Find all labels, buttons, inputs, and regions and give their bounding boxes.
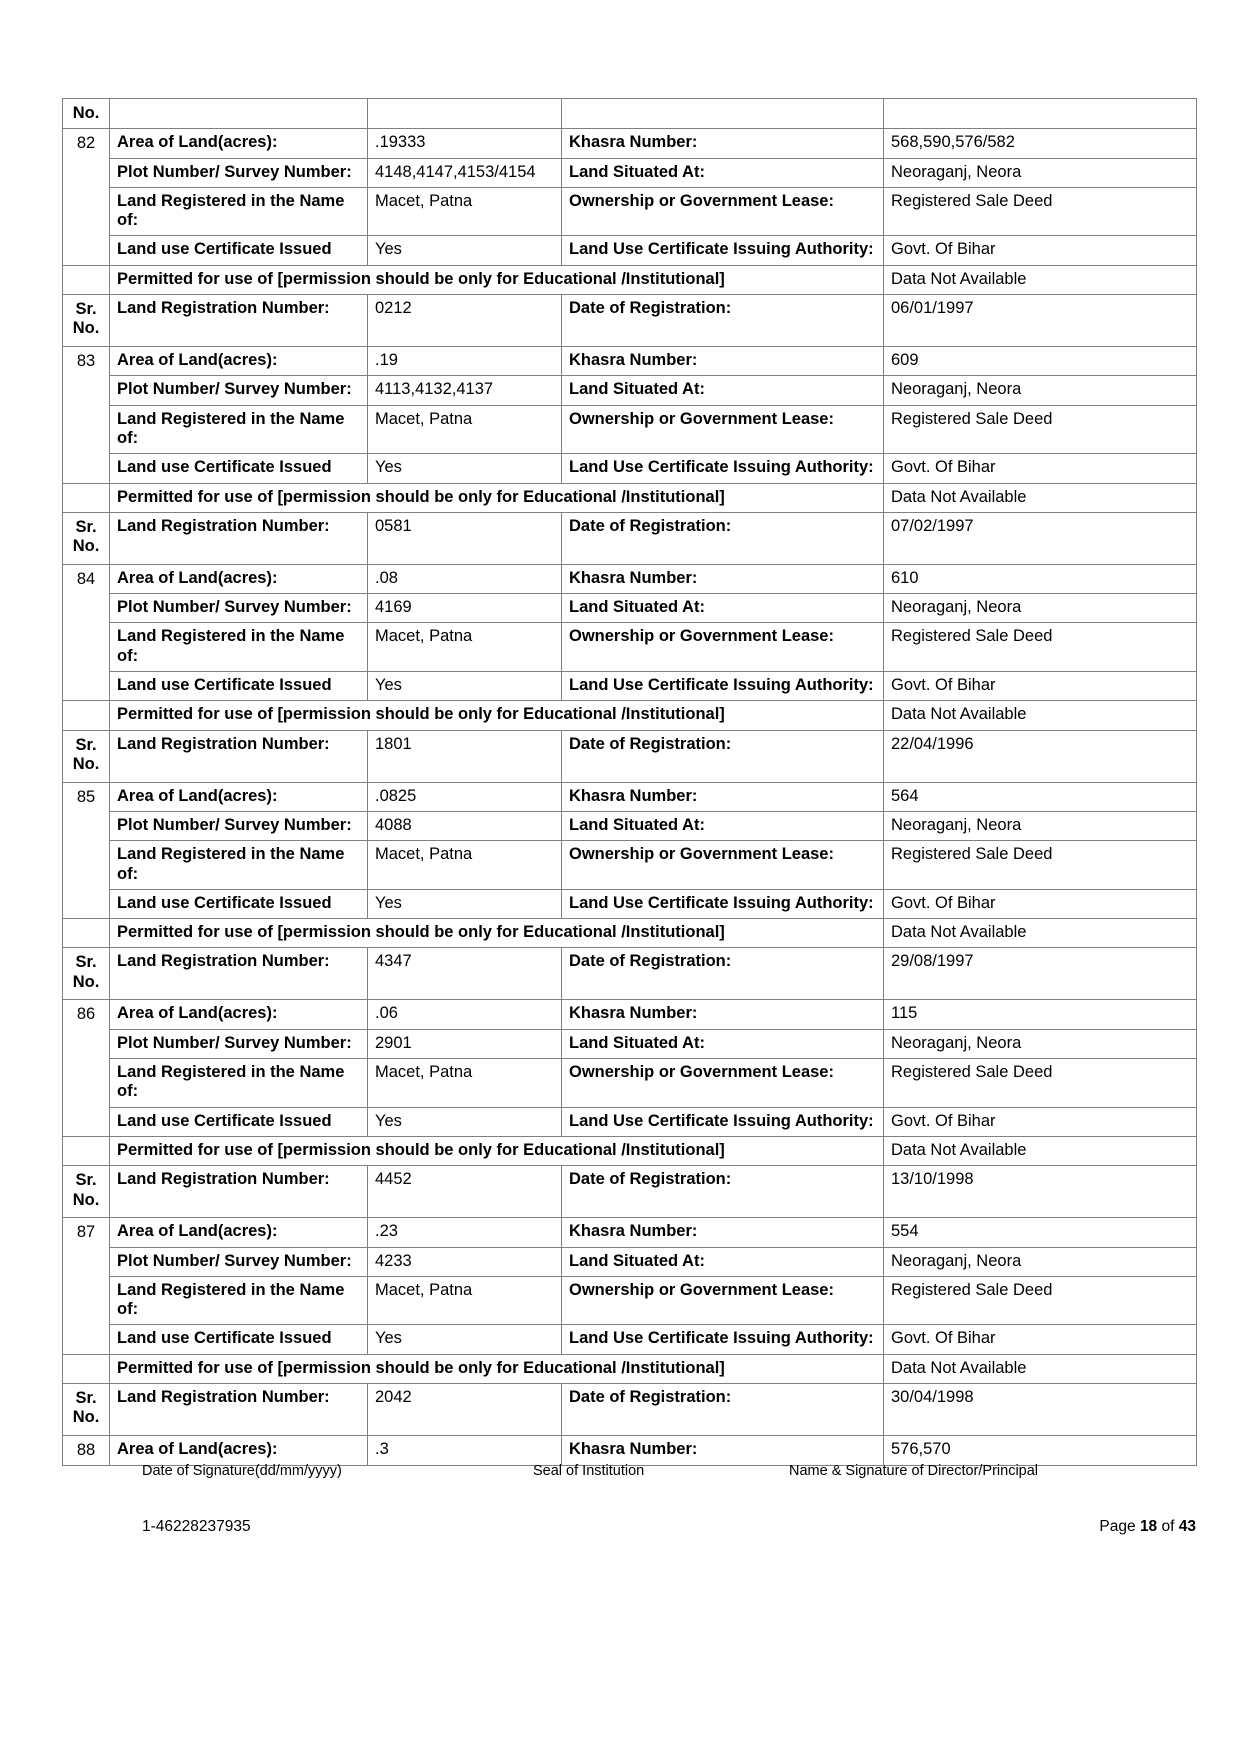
value-land-situated-at: Neoraganj, Neora	[884, 158, 1197, 187]
sr-line-2: No.	[72, 537, 100, 556]
value-permitted-for-use: Data Not Available	[884, 1136, 1197, 1165]
sr-line-1: Sr.	[75, 517, 97, 536]
label-date-of-registration: Date of Registration:	[562, 1166, 884, 1218]
cell-spacer	[63, 919, 110, 948]
label-area-of-land: Area of Land(acres):	[110, 1218, 368, 1247]
sr-line-2: No.	[72, 319, 100, 338]
label-khasra-number: Khasra Number:	[562, 347, 884, 376]
cell-spacer	[63, 1136, 110, 1165]
value-land-use-authority: Govt. Of Bihar	[884, 236, 1197, 265]
table-row	[63, 129, 1197, 158]
table-body	[63, 99, 1197, 1466]
table-row	[63, 1383, 1197, 1435]
value-khasra-number: 609	[884, 347, 1197, 376]
value-area-of-land: .19	[368, 347, 562, 376]
sr-line-2: No.	[72, 754, 100, 773]
table-row	[63, 265, 1197, 294]
table-row	[63, 1435, 1197, 1465]
value-land-registered-name: Macet, Patna	[368, 841, 562, 890]
label-khasra-number: Khasra Number:	[562, 564, 884, 593]
value-permitted-for-use: Data Not Available	[884, 919, 1197, 948]
page-number: 18	[1139, 1518, 1158, 1535]
label-land-situated-at: Land Situated At:	[562, 811, 884, 840]
label-land-use-authority: Land Use Certificate Issuing Authority:	[562, 236, 884, 265]
cell-empty-3	[562, 99, 884, 129]
label-land-registration-number: Land Registration Number:	[110, 730, 368, 782]
cell-sr-no-label: No.	[63, 99, 110, 129]
label-land-situated-at: Land Situated At:	[562, 1029, 884, 1058]
value-land-situated-at: Neoraganj, Neora	[884, 811, 1197, 840]
cell-sr-no-label	[63, 512, 110, 564]
land-details-table	[62, 98, 1197, 1466]
label-plot-number: Plot Number/ Survey Number:	[110, 811, 368, 840]
sr-line-2: No.	[72, 972, 100, 991]
sr-line-1: Sr.	[75, 300, 97, 319]
label-khasra-number: Khasra Number:	[562, 1435, 884, 1465]
label-land-use-certificate: Land use Certificate Issued	[110, 236, 368, 265]
table-row	[63, 948, 1197, 1000]
value-area-of-land: .0825	[368, 782, 562, 811]
label-date-of-registration: Date of Registration:	[562, 295, 884, 347]
sr-line-1: Sr.	[75, 1171, 97, 1190]
label-land-registered-name: Land Registered in the Name of:	[110, 841, 368, 890]
table-row	[63, 1107, 1197, 1136]
page-of: of	[1161, 1518, 1175, 1535]
label-date-of-registration: Date of Registration:	[562, 512, 884, 564]
label-land-registration-number: Land Registration Number:	[110, 948, 368, 1000]
cell-sr-no-label	[63, 1166, 110, 1218]
value-ownership-lease: Registered Sale Deed	[884, 1059, 1197, 1108]
value-permitted-for-use: Data Not Available	[884, 701, 1197, 730]
table-row	[63, 483, 1197, 512]
value-permitted-for-use: Data Not Available	[884, 265, 1197, 294]
label-land-use-certificate: Land use Certificate Issued	[110, 1107, 368, 1136]
label-land-use-certificate: Land use Certificate Issued	[110, 454, 368, 483]
table-row	[63, 454, 1197, 483]
value-ownership-lease: Registered Sale Deed	[884, 405, 1197, 454]
label-area-of-land: Area of Land(acres):	[110, 347, 368, 376]
value-land-situated-at: Neoraganj, Neora	[884, 376, 1197, 405]
label-land-registered-name: Land Registered in the Name of:	[110, 1276, 368, 1325]
table-row	[63, 889, 1197, 918]
label-area-of-land: Area of Land(acres):	[110, 782, 368, 811]
label-khasra-number: Khasra Number:	[562, 1000, 884, 1029]
table-row	[63, 1000, 1197, 1029]
value-land-use-authority: Govt. Of Bihar	[884, 889, 1197, 918]
value-plot-number: 4233	[368, 1247, 562, 1276]
label-land-registered-name: Land Registered in the Name of:	[110, 187, 368, 236]
value-land-use-certificate: Yes	[368, 236, 562, 265]
table-row	[63, 1218, 1197, 1247]
value-land-situated-at: Neoraganj, Neora	[884, 1029, 1197, 1058]
label-land-registration-number: Land Registration Number:	[110, 1166, 368, 1218]
value-land-situated-at: Neoraganj, Neora	[884, 594, 1197, 623]
cell-spacer	[63, 1354, 110, 1383]
sr-line-1: Sr.	[75, 1388, 97, 1407]
value-land-situated-at: Neoraganj, Neora	[884, 1247, 1197, 1276]
label-area-of-land: Area of Land(acres):	[110, 1000, 368, 1029]
value-ownership-lease: Registered Sale Deed	[884, 841, 1197, 890]
value-land-use-certificate: Yes	[368, 889, 562, 918]
label-ownership-lease: Ownership or Government Lease:	[562, 841, 884, 890]
value-land-registration-number: 4452	[368, 1166, 562, 1218]
table-row	[63, 701, 1197, 730]
table-row	[63, 1247, 1197, 1276]
table-row	[63, 1354, 1197, 1383]
value-land-use-authority: Govt. Of Bihar	[884, 1107, 1197, 1136]
value-land-use-certificate: Yes	[368, 1325, 562, 1354]
table-row	[63, 295, 1197, 347]
value-land-registration-number: 2042	[368, 1383, 562, 1435]
label-land-registered-name: Land Registered in the Name of:	[110, 1059, 368, 1108]
cell-entry-number: 86	[63, 1000, 110, 1136]
sr-line-1: Sr.	[75, 953, 97, 972]
value-permitted-for-use: Data Not Available	[884, 1354, 1197, 1383]
label-ownership-lease: Ownership or Government Lease:	[562, 1276, 884, 1325]
value-land-registration-number: 1801	[368, 730, 562, 782]
value-land-use-authority: Govt. Of Bihar	[884, 454, 1197, 483]
label-land-situated-at: Land Situated At:	[562, 594, 884, 623]
table-row	[63, 405, 1197, 454]
label-land-use-certificate: Land use Certificate Issued	[110, 672, 368, 701]
label-land-use-authority: Land Use Certificate Issuing Authority:	[562, 454, 884, 483]
label-plot-number: Plot Number/ Survey Number:	[110, 594, 368, 623]
table-row	[63, 1325, 1197, 1354]
footer-page-indicator	[1099, 1518, 1196, 1536]
sr-line-2: No.	[72, 1190, 100, 1209]
value-plot-number: 2901	[368, 1029, 562, 1058]
value-date-of-registration: 30/04/1998	[884, 1383, 1197, 1435]
table-row	[63, 594, 1197, 623]
table-row	[63, 187, 1197, 236]
value-permitted-for-use: Data Not Available	[884, 483, 1197, 512]
table-row	[63, 1136, 1197, 1165]
label-plot-number: Plot Number/ Survey Number:	[110, 1247, 368, 1276]
label-khasra-number: Khasra Number:	[562, 1218, 884, 1247]
cell-empty-4	[884, 99, 1197, 129]
footer-name-signature-director: Name & Signature of Director/Principal	[789, 1463, 1039, 1479]
label-area-of-land: Area of Land(acres):	[110, 129, 368, 158]
value-khasra-number: 554	[884, 1218, 1197, 1247]
value-land-registration-number: 0212	[368, 295, 562, 347]
value-land-registered-name: Macet, Patna	[368, 187, 562, 236]
label-ownership-lease: Ownership or Government Lease:	[562, 1059, 884, 1108]
value-land-registered-name: Macet, Patna	[368, 1059, 562, 1108]
cell-entry-number: 88	[63, 1435, 110, 1465]
value-land-registered-name: Macet, Patna	[368, 405, 562, 454]
value-plot-number: 4148,4147,4153/4154	[368, 158, 562, 187]
table-row	[63, 730, 1197, 782]
cell-entry-number: 84	[63, 564, 110, 700]
label-land-use-authority: Land Use Certificate Issuing Authority:	[562, 889, 884, 918]
label-permitted-for-use: Permitted for use of [permission should be only for Educational /Institutional]	[110, 1354, 884, 1383]
page-prefix: Page	[1099, 1518, 1136, 1535]
table-row	[63, 811, 1197, 840]
value-land-use-certificate: Yes	[368, 672, 562, 701]
table-row	[63, 1059, 1197, 1108]
value-khasra-number: 610	[884, 564, 1197, 593]
cell-spacer	[63, 483, 110, 512]
cell-entry-number: 82	[63, 129, 110, 265]
value-khasra-number: 576,570	[884, 1435, 1197, 1465]
value-date-of-registration: 22/04/1996	[884, 730, 1197, 782]
table-row	[63, 841, 1197, 890]
label-land-situated-at: Land Situated At:	[562, 158, 884, 187]
label-land-use-authority: Land Use Certificate Issuing Authority:	[562, 1325, 884, 1354]
value-khasra-number: 564	[884, 782, 1197, 811]
value-area-of-land: .19333	[368, 129, 562, 158]
table-row	[63, 672, 1197, 701]
label-plot-number: Plot Number/ Survey Number:	[110, 376, 368, 405]
table-row	[63, 564, 1197, 593]
table-row	[63, 1166, 1197, 1218]
sr-line-2: No.	[72, 1408, 100, 1427]
value-land-registered-name: Macet, Patna	[368, 1276, 562, 1325]
cell-sr-no-label	[63, 295, 110, 347]
footer-document-id: 1-46228237935	[142, 1518, 251, 1535]
table-row	[63, 347, 1197, 376]
label-land-registered-name: Land Registered in the Name of:	[110, 623, 368, 672]
label-permitted-for-use: Permitted for use of [permission should be only for Educational /Institutional]	[110, 919, 884, 948]
label-khasra-number: Khasra Number:	[562, 782, 884, 811]
value-land-use-authority: Govt. Of Bihar	[884, 1325, 1197, 1354]
table-row	[63, 376, 1197, 405]
value-plot-number: 4113,4132,4137	[368, 376, 562, 405]
label-permitted-for-use: Permitted for use of [permission should be only for Educational /Institutional]	[110, 265, 884, 294]
footer-seal-of-institution: Seal of Institution	[533, 1463, 645, 1479]
label-plot-number: Plot Number/ Survey Number:	[110, 158, 368, 187]
page-total: 43	[1178, 1518, 1196, 1535]
label-date-of-registration: Date of Registration:	[562, 948, 884, 1000]
cell-empty-1	[110, 99, 368, 129]
table-row-header-continuation	[63, 99, 1197, 129]
value-ownership-lease: Registered Sale Deed	[884, 187, 1197, 236]
label-land-use-authority: Land Use Certificate Issuing Authority:	[562, 672, 884, 701]
label-date-of-registration: Date of Registration:	[562, 730, 884, 782]
value-land-registration-number: 4347	[368, 948, 562, 1000]
label-ownership-lease: Ownership or Government Lease:	[562, 187, 884, 236]
value-area-of-land: .3	[368, 1435, 562, 1465]
label-land-use-authority: Land Use Certificate Issuing Authority:	[562, 1107, 884, 1136]
label-ownership-lease: Ownership or Government Lease:	[562, 623, 884, 672]
label-land-registration-number: Land Registration Number:	[110, 512, 368, 564]
cell-entry-number: 83	[63, 347, 110, 483]
label-land-use-certificate: Land use Certificate Issued	[110, 1325, 368, 1354]
cell-spacer	[63, 265, 110, 294]
label-land-registered-name: Land Registered in the Name of:	[110, 405, 368, 454]
cell-sr-no-label	[63, 948, 110, 1000]
label-permitted-for-use: Permitted for use of [permission should be only for Educational /Institutional]	[110, 701, 884, 730]
value-date-of-registration: 13/10/1998	[884, 1166, 1197, 1218]
label-land-situated-at: Land Situated At:	[562, 376, 884, 405]
label-land-use-certificate: Land use Certificate Issued	[110, 889, 368, 918]
table-row	[63, 919, 1197, 948]
value-ownership-lease: Registered Sale Deed	[884, 1276, 1197, 1325]
value-khasra-number: 568,590,576/582	[884, 129, 1197, 158]
label-area-of-land: Area of Land(acres):	[110, 1435, 368, 1465]
value-area-of-land: .08	[368, 564, 562, 593]
value-plot-number: 4169	[368, 594, 562, 623]
value-land-use-authority: Govt. Of Bihar	[884, 672, 1197, 701]
value-land-use-certificate: Yes	[368, 1107, 562, 1136]
label-area-of-land: Area of Land(acres):	[110, 564, 368, 593]
value-area-of-land: .23	[368, 1218, 562, 1247]
label-permitted-for-use: Permitted for use of [permission should be only for Educational /Institutional]	[110, 1136, 884, 1165]
value-date-of-registration: 07/02/1997	[884, 512, 1197, 564]
value-plot-number: 4088	[368, 811, 562, 840]
cell-spacer	[63, 701, 110, 730]
value-land-registered-name: Macet, Patna	[368, 623, 562, 672]
value-area-of-land: .06	[368, 1000, 562, 1029]
cell-sr-no-label	[63, 730, 110, 782]
label-ownership-lease: Ownership or Government Lease:	[562, 405, 884, 454]
value-khasra-number: 115	[884, 1000, 1197, 1029]
value-date-of-registration: 29/08/1997	[884, 948, 1197, 1000]
footer-date-of-signature: Date of Signature(dd/mm/yyyy)	[142, 1463, 342, 1479]
value-ownership-lease: Registered Sale Deed	[884, 623, 1197, 672]
table-row	[63, 1029, 1197, 1058]
label-khasra-number: Khasra Number:	[562, 129, 884, 158]
table-row	[63, 236, 1197, 265]
label-date-of-registration: Date of Registration:	[562, 1383, 884, 1435]
cell-sr-no-label	[63, 1383, 110, 1435]
label-land-situated-at: Land Situated At:	[562, 1247, 884, 1276]
sr-line-1: Sr.	[75, 735, 97, 754]
table-row	[63, 623, 1197, 672]
value-land-registration-number: 0581	[368, 512, 562, 564]
table-row	[63, 158, 1197, 187]
label-permitted-for-use: Permitted for use of [permission should be only for Educational /Institutional]	[110, 483, 884, 512]
cell-empty-2	[368, 99, 562, 129]
label-plot-number: Plot Number/ Survey Number:	[110, 1029, 368, 1058]
table-row	[63, 782, 1197, 811]
label-land-registration-number: Land Registration Number:	[110, 295, 368, 347]
label-land-registration-number: Land Registration Number:	[110, 1383, 368, 1435]
value-date-of-registration: 06/01/1997	[884, 295, 1197, 347]
cell-entry-number: 87	[63, 1218, 110, 1354]
cell-entry-number: 85	[63, 782, 110, 918]
table-row	[63, 1276, 1197, 1325]
value-land-use-certificate: Yes	[368, 454, 562, 483]
table-row	[63, 512, 1197, 564]
